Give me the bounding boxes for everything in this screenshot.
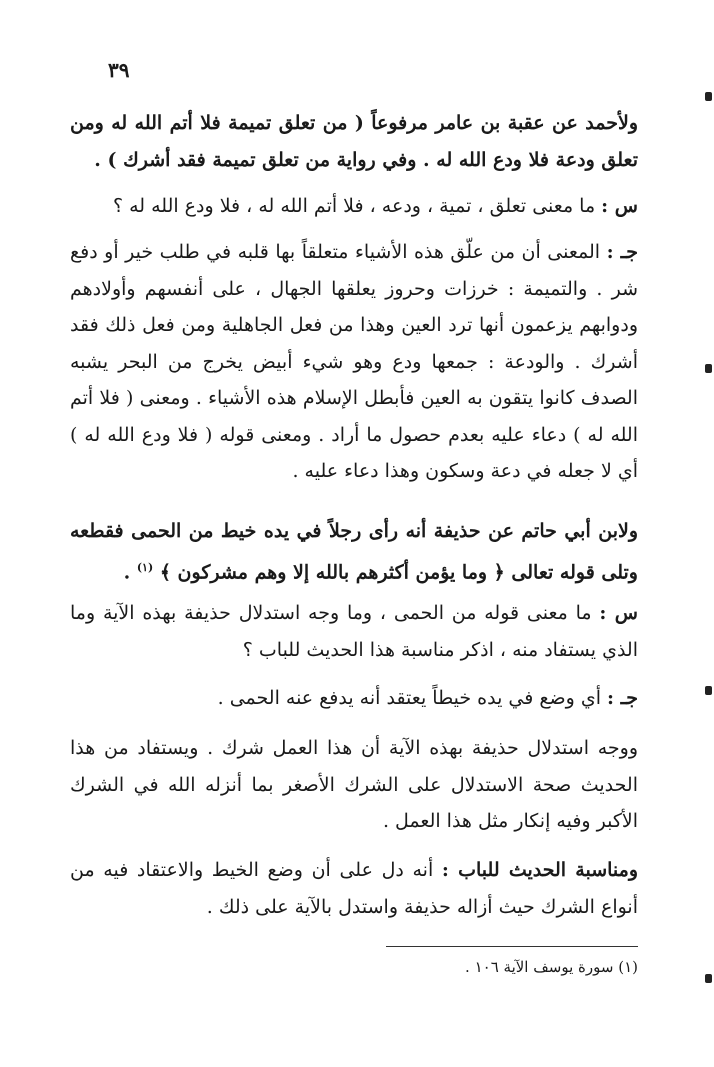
question-meaning-tamima [70, 188, 638, 225]
hadith-tail: . [123, 560, 137, 583]
relevance-text: أنه دل على أن وضع الخيط والاعتقاد فيه من أنواع الشرك حيث أزاله حذيفة واستدل بالآية على ذلك . [70, 859, 638, 918]
answer-text: المعنى أن من علّق هذه الأشياء متعلقاً بها قلبه في طلب خير أو دفع شر . والتميمة : خرزات وحروز يعلقها الجهال ، على أنفسهم وأولادهم ودوابهم يزعمون أنها ترد العين وهذا من فعل الجاهلية ومن فعل ذلك فقد أشرك . والودعة : جمعها ودع وهو شيء أبيض يخرج من البحر يشبه الصدف كانوا يتقون به العين فأبطل الإسلام هذه الأشياء . ومعنى ( فلا أتم الله له ) دعاء عليه بعدم حصول ما أراد . ومعنى قوله ( فلا ودع الله له ) أي لا جعله في دعة وسكون وهذا دعاء عليه . [70, 241, 638, 482]
answer-meaning-humma [70, 680, 638, 717]
scan-edge-mark [705, 364, 712, 373]
relevance-paragraph [70, 852, 638, 925]
question-meaning-humma [70, 595, 638, 668]
scan-edge-mark [705, 92, 712, 101]
page-number: ٣٩ [108, 58, 130, 82]
question-label: س : [601, 195, 638, 217]
footnote-divider [386, 946, 638, 947]
scan-edge-mark [705, 974, 712, 983]
question-label: س : [599, 602, 638, 624]
hadith-ahmad: ولأحمد عن عقبة بن عامر مرفوعاً ( من تعلق تميمة فلا أتم الله له ومن تعلق ودعة فلا ودع الله له . وفي رواية من تعلق تميمة فقد أشرك ) . [70, 112, 638, 171]
answer-meaning-tamima [70, 234, 638, 490]
scan-edge-mark [705, 686, 712, 695]
relevance-label: ومناسبة الحديث للباب : [441, 859, 639, 881]
question-text: ما معنى قوله من الحمى ، وما وجه استدلال حذيفة بهذه الآية وما الذي يستفاد منه ، اذكر مناسبة هذا الحديث للباب ؟ [70, 602, 638, 661]
hadith-text: ولابن أبي حاتم عن حذيفة أنه رأى رجلاً في يده خيط من الحمى فقطعه وتلى قوله تعالى ﴿ وما يؤمن أكثرهم بالله إلا وهم مشركون ﴾ [70, 520, 638, 583]
answer-label: جـ : [606, 241, 638, 263]
footnote: (١) سورة يوسف الآية ١٠٦ . [465, 958, 638, 976]
question-text: ما معنى تعلق ، تمية ، ودعه ، فلا أتم الله له ، فلا ودع الله له ؟ [112, 195, 596, 217]
answer-text: أي وضع في يده خيطاً يعتقد أنه يدفع عنه الحمى . [217, 687, 601, 709]
istidlal-paragraph: ووجه استدلال حذيفة بهذه الآية أن هذا العمل شرك . ويستفاد من هذا الحديث صحة الاستدلال على الشرك الأصغر بما أنزله الله في الشرك الأكبر وفيه إنكار مثل هذا العمل . [70, 737, 638, 832]
footnote-reference: (١) [136, 560, 154, 574]
answer-label: جـ : [607, 687, 638, 709]
hadith-ibn-abi-hatim [70, 513, 638, 590]
